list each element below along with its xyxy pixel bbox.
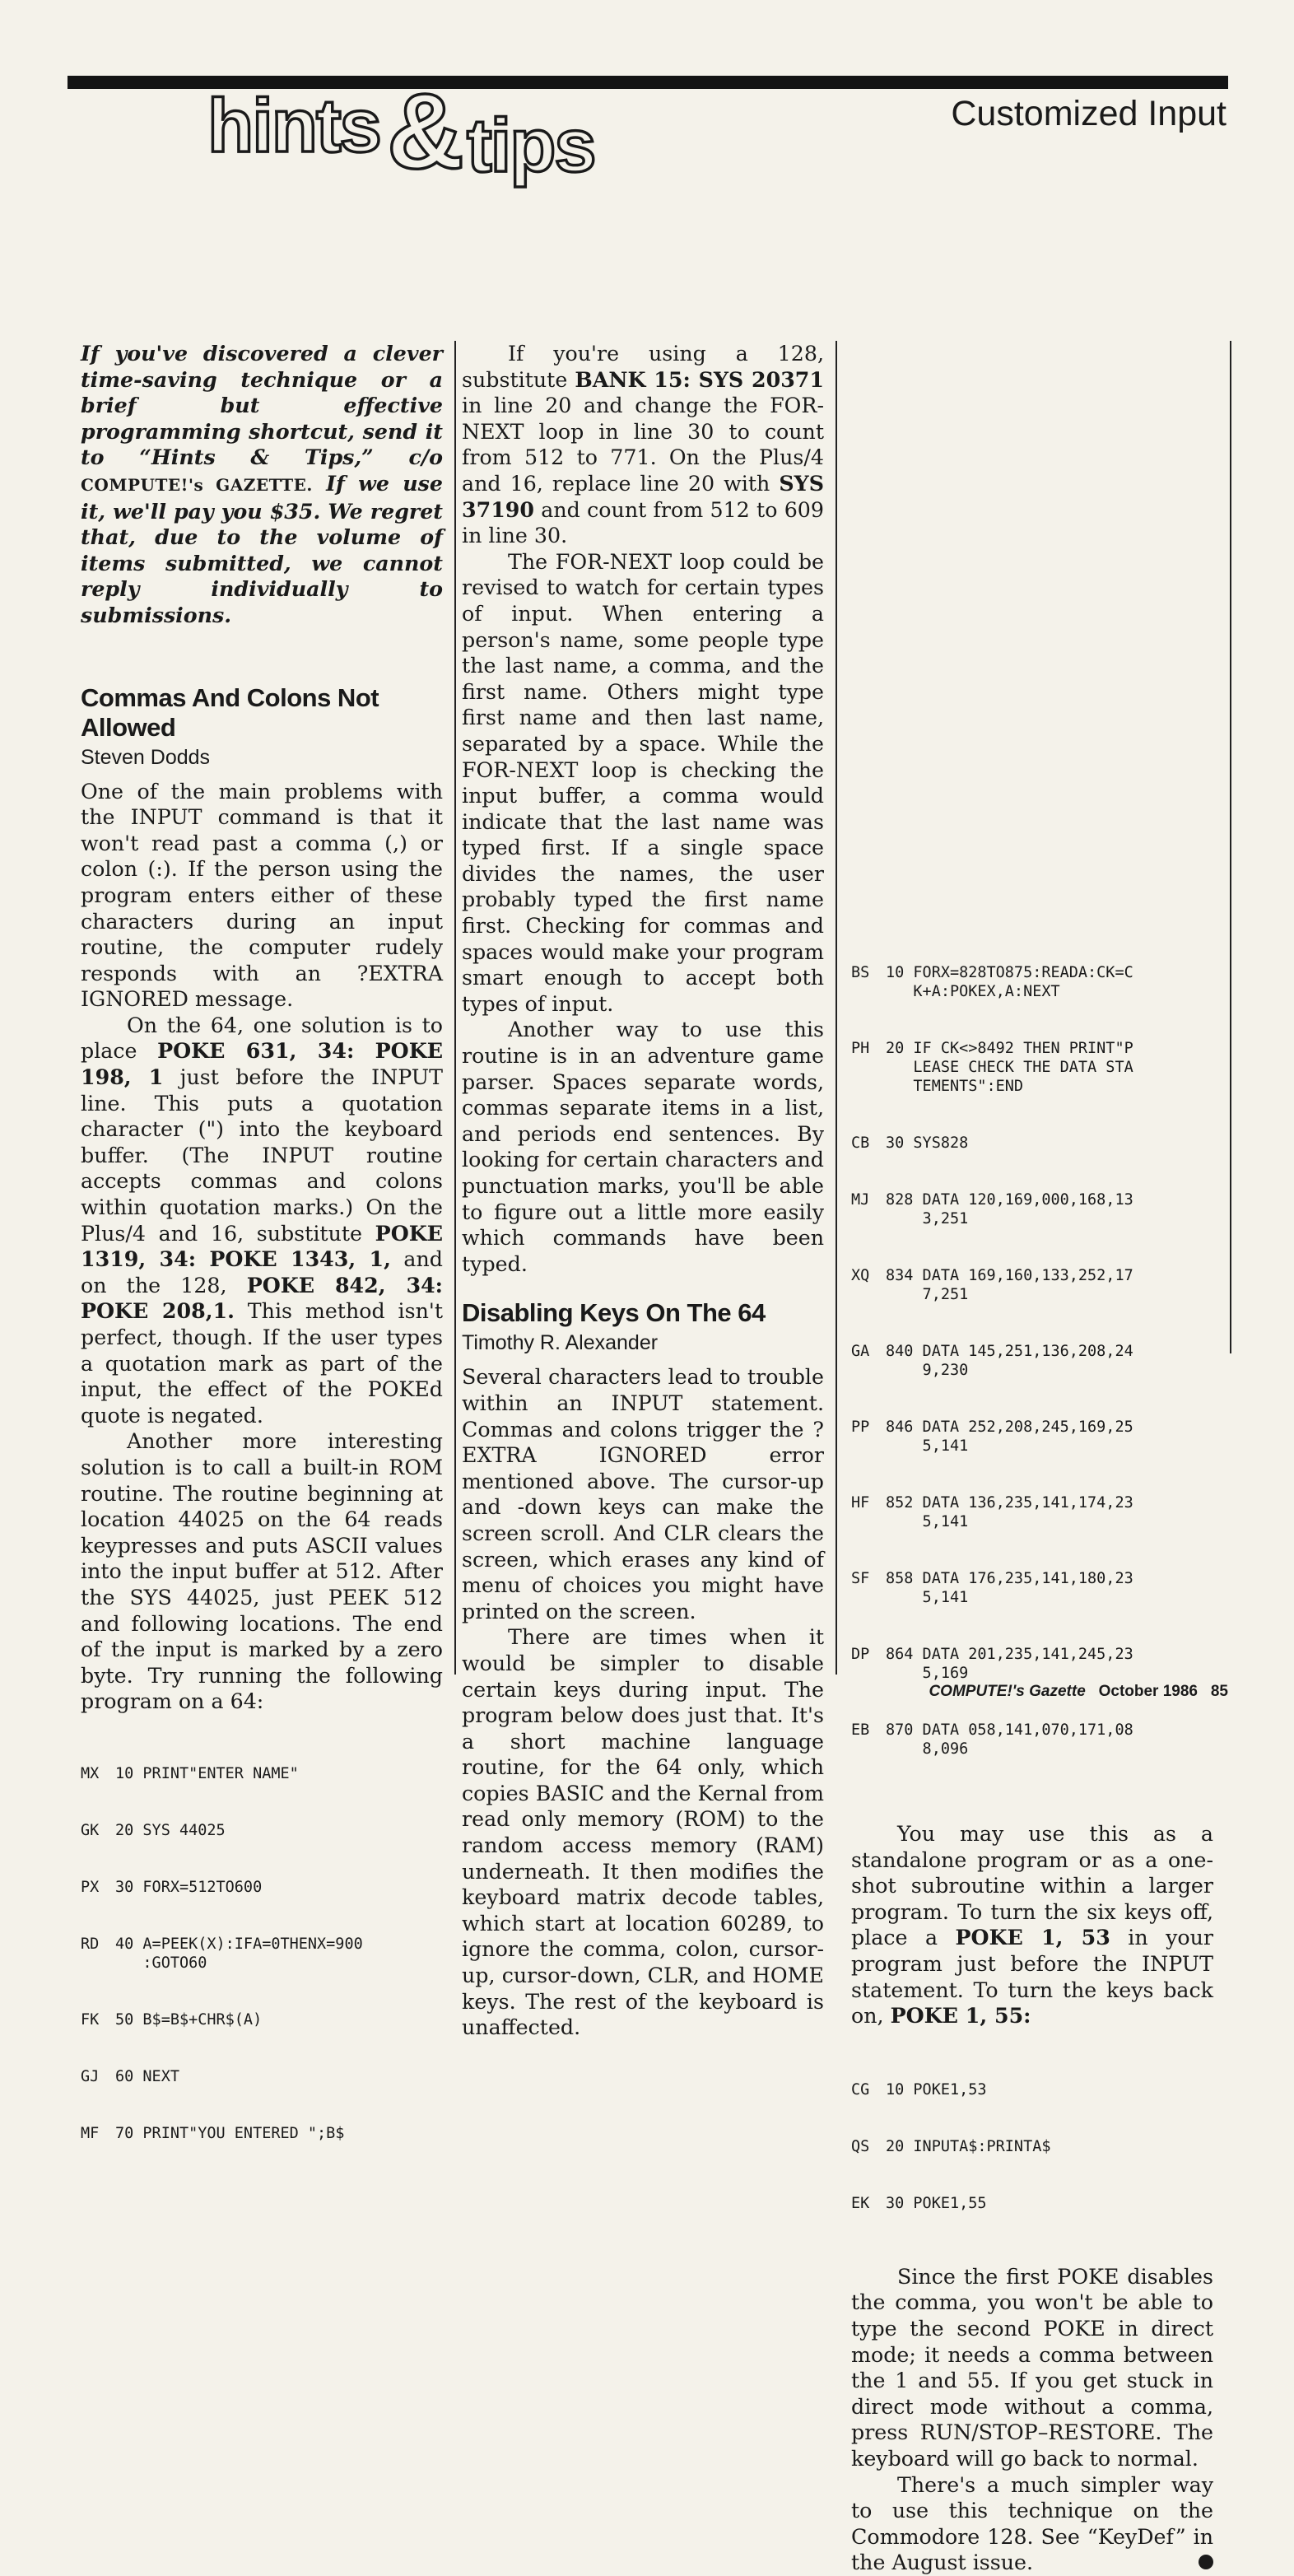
code-line xyxy=(81,2067,443,2086)
code-line xyxy=(81,2124,443,2143)
intro-paragraph xyxy=(81,341,443,629)
logo-graphic xyxy=(207,71,644,203)
section-title: Customized Input xyxy=(951,94,1227,133)
code-inline: POKE 631, 34: POKE 198, 1 xyxy=(81,1038,443,1090)
code-line xyxy=(851,1569,1213,1607)
checksum: XQ xyxy=(851,1267,870,1284)
column-divider xyxy=(1230,341,1231,1353)
checksum: CG xyxy=(851,2080,870,2099)
intro-magazine-name: COMPUTE!'s GAZETTE. xyxy=(81,474,313,495)
basic-line: 70 PRINT"YOU ENTERED ";B$ xyxy=(115,2124,345,2142)
basic-line: 834 DATA 169,160,133,252,17 7,251 xyxy=(886,1267,1133,1303)
code-inline: BANK 15: SYS 20371 xyxy=(575,366,824,392)
checksum: PH xyxy=(851,1040,870,1057)
basic-line: 30 FORX=512TO600 xyxy=(115,1878,263,1896)
code-line xyxy=(851,1342,1213,1380)
body-paragraph: One of the main problems with the INPUT command is that it won't read past a comma (,) or colon (:). If the person using the program enters either of these characters during an input routine, the computer rudely responds with an ?EXTRA IGNORED message. xyxy=(81,779,443,1012)
basic-line: 20 SYS 44025 xyxy=(115,1821,226,1839)
code-line xyxy=(851,2137,1213,2156)
basic-line: 864 DATA 201,235,141,245,23 5,169 xyxy=(886,1646,1133,1682)
checksum: HF xyxy=(851,1494,870,1512)
basic-line: 40 A=PEEK(X):IFA=0THENX=900 :GOTO60 xyxy=(115,1935,363,1972)
page-number: 85 xyxy=(1210,1683,1228,1700)
basic-line: 840 DATA 145,251,136,208,24 9,230 xyxy=(886,1343,1133,1379)
column-3 xyxy=(851,341,1213,2576)
body-paragraph: There are times when it would be simpler to disable certain keys during input. The program below does just that. It's a short machine language routine, for the 64 only, which copies BASIC and the Kernal from read only memory (ROM) to the random access memory (RAM) underneath. It then modifies the keyboard matrix decode tables, which start at location 60289, to ignore the comma, colon, cursor-up, cursor-down, CLR, and HOME keys. The rest of the keyboard is unaffected. xyxy=(462,1625,824,2040)
logo-text-hints: hints xyxy=(207,84,380,168)
checksum: GJ xyxy=(81,2067,100,2085)
body-paragraph: Another way to use this routine is in an adventure game parser. Spaces separate words, commas separate items in a list, and periods end sentences. By looking for certain characters and punctuation marks, you'll be able to figure out a little more easily which commands have been typed. xyxy=(462,1018,824,1276)
article-author: Steven Dodds xyxy=(81,745,211,769)
checksum: EB xyxy=(851,1721,870,1739)
body-text: If you're using a 128, substitute xyxy=(462,342,824,392)
body-text: and count from 512 to 609 in line 30. xyxy=(462,497,825,548)
body-paragraph: The FOR-NEXT loop could be revised to watch for certain types of input. When entering a person's name, some people type the last name, a comma, and the first name. Others might type first name and then last name, separated by a space. While the FOR-NEXT loop is checking the input buffer, a comma would indicate that the last name was typed first. If a single space divides the names, the user probably typed the first name first. Checking for commas and spaces would make your program smart enough to accept both types of input. xyxy=(462,549,824,1016)
body-text: You may use this as a standalone program or as a one-shot subroutine within a larger program. To turn the six keys off, place a xyxy=(851,1822,1213,1950)
body-text: just before the INPUT line. This puts a quotation character (") into the keyboard buffer. (The INPUT routine accepts commas and colons within quotation marks.) On the Plus/4 and 16, substitute xyxy=(81,1065,443,1246)
column-2 xyxy=(462,341,824,2041)
checksum: EK xyxy=(851,2194,870,2212)
footer-issue: October 1986 xyxy=(1098,1683,1199,1700)
basic-line: 846 DATA 252,208,245,169,25 5,141 xyxy=(886,1418,1133,1455)
body-text: in your program just before the INPUT statement. To turn the keys back on, xyxy=(851,1926,1213,2029)
code-line xyxy=(851,1721,1213,1758)
basic-line: 852 DATA 136,235,141,174,23 5,141 xyxy=(886,1494,1133,1530)
basic-line: 10 PRINT"ENTER NAME" xyxy=(115,1764,299,1782)
basic-line: 828 DATA 120,169,000,168,13 3,251 xyxy=(886,1191,1133,1227)
program-listing xyxy=(81,1726,443,2181)
checksum: FK xyxy=(81,2010,100,2029)
basic-line: 30 POKE1,55 xyxy=(886,2194,987,2212)
footer-publication: COMPUTE!'s Gazette xyxy=(929,1683,1086,1700)
basic-line: 20 INPUTA$:PRINTA$ xyxy=(886,2137,1051,2155)
basic-line: 50 B$=B$+CHR$(A) xyxy=(115,2010,263,2029)
body-paragraph xyxy=(851,1821,1213,2029)
code-inline: SYS 37190 xyxy=(462,470,824,522)
body-text: in line 20 and change the FOR-NEXT loop in line 30 to count from 512 to 771. On the Plus/4 and 16, replace line 20 with xyxy=(462,394,824,496)
code-line xyxy=(851,1134,1213,1153)
article-title: Disabling Keys On The 64 xyxy=(462,1298,766,1328)
code-inline: POKE 1, 55: xyxy=(890,2003,1031,2029)
code-inline: POKE 842, 34: POKE 208,1. xyxy=(81,1272,444,1324)
code-inline: POKE 1319, 34: POKE 1343, 1, xyxy=(81,1220,443,1272)
code-line xyxy=(851,1266,1213,1304)
code-line xyxy=(81,1878,443,1897)
code-line xyxy=(81,1935,443,1973)
column-1 xyxy=(81,341,443,2181)
checksum: MJ xyxy=(851,1191,870,1209)
basic-line: 20 IF CK<>8492 THEN PRINT"P LEASE CHECK THE DATA STA TEMENTS":END xyxy=(886,1040,1133,1095)
program-listing xyxy=(851,925,1213,1796)
basic-line: 858 DATA 176,235,141,180,23 5,141 xyxy=(886,1570,1133,1606)
code-line xyxy=(851,1493,1213,1531)
body-paragraph: Another more interesting solution is to call a built-in ROM routine. The routine beginning at location 44025 on the 64 reads keypresses and puts ASCII values into the input buffer at 512. After the SYS 44025, just PEEK 512 and following locations. The end of the input is marked by a zero byte. Try running the following program on a 64: xyxy=(81,1429,443,1714)
code-inline: POKE 1, 53 xyxy=(955,1925,1110,1950)
intro-text: If you've discovered a clever time-saving technique or a brief but effective programming shortcut, send it to “Hints & Tips,” c/o xyxy=(81,341,443,470)
checksum: PP xyxy=(851,1418,870,1436)
body-paragraph xyxy=(462,341,824,549)
checksum: DP xyxy=(851,1646,870,1663)
body-text: This method isn't perfect, though. If the user types a quotation mark as part of the input, the effect of the POKEd quote is negated. xyxy=(81,1299,443,1428)
checksum: CB xyxy=(851,1134,870,1152)
column-divider xyxy=(454,341,456,1675)
checksum: MF xyxy=(81,2124,100,2142)
code-line xyxy=(851,2194,1213,2213)
basic-line: 60 NEXT xyxy=(115,2067,179,2085)
intro-text-2: If we use it, we'll pay you $35. We regret that, due to the volume of items submitted, we cannot reply individually to submissions. xyxy=(81,470,443,627)
basic-line: 10 FORX=828TO875:READA:CK=C K+A:POKEX,A:NEXT xyxy=(886,964,1133,1000)
code-line xyxy=(851,1418,1213,1456)
checksum: GA xyxy=(851,1343,870,1360)
body-paragraph: Several characters lead to trouble within an INPUT statement. Commas and colons trigger the ?EXTRA IGNORED error mentioned above. The cursor-up and -down keys can make the screen scroll. And CLR clears the screen, which erases any kind of menu of choices you might have printed on the screen. xyxy=(462,1365,824,1623)
code-line xyxy=(851,1190,1213,1228)
checksum: RD xyxy=(81,1935,100,1953)
logo-text-tips: tips xyxy=(467,104,595,188)
code-line xyxy=(81,1821,443,1840)
body-paragraph xyxy=(851,2472,1213,2576)
hints-and-tips-logo xyxy=(207,71,644,203)
body-paragraph xyxy=(81,1013,443,1429)
code-line xyxy=(81,2010,443,2029)
code-line xyxy=(851,1039,1213,1096)
basic-line: 10 POKE1,53 xyxy=(886,2080,987,2099)
checksum: BS xyxy=(851,964,870,981)
end-of-article-icon xyxy=(1199,2555,1213,2569)
basic-line: 30 SYS828 xyxy=(886,1134,969,1152)
body-text: There's a much simpler way to use this technique on the Commodore 128. See “KeyDef” in the August issue. xyxy=(851,2472,1213,2575)
code-line xyxy=(851,2080,1213,2099)
code-line xyxy=(851,963,1213,1001)
checksum: SF xyxy=(851,1570,870,1587)
body-text: On the 64, one solution is to place xyxy=(81,1013,443,1064)
body-paragraph: Since the first POKE disables the comma, you won't be able to type the second POKE in direct mode; it needs a comma between the 1 and 55. If you get stuck in direct mode without a comma, press RUN/STOP–RESTORE. The keyboard will go back to normal. xyxy=(851,2264,1213,2471)
code-line xyxy=(851,1645,1213,1683)
article-author: Timothy R. Alexander xyxy=(462,1331,659,1355)
basic-line: 870 DATA 058,141,070,171,08 8,096 xyxy=(886,1721,1133,1758)
code-line xyxy=(81,1764,443,1783)
checksum: MX xyxy=(81,1764,100,1782)
checksum: QS xyxy=(851,2137,870,2155)
body-text: and on the 128, xyxy=(81,1247,443,1297)
program-listing xyxy=(851,2043,1213,2251)
logo-text-ampersand: & xyxy=(387,71,464,191)
checksum: GK xyxy=(81,1821,100,1839)
column-divider xyxy=(836,341,837,1675)
page-footer xyxy=(929,1683,1228,1701)
checksum: PX xyxy=(81,1878,100,1896)
article-title: Commas And Colons Not Allowed xyxy=(81,682,379,742)
